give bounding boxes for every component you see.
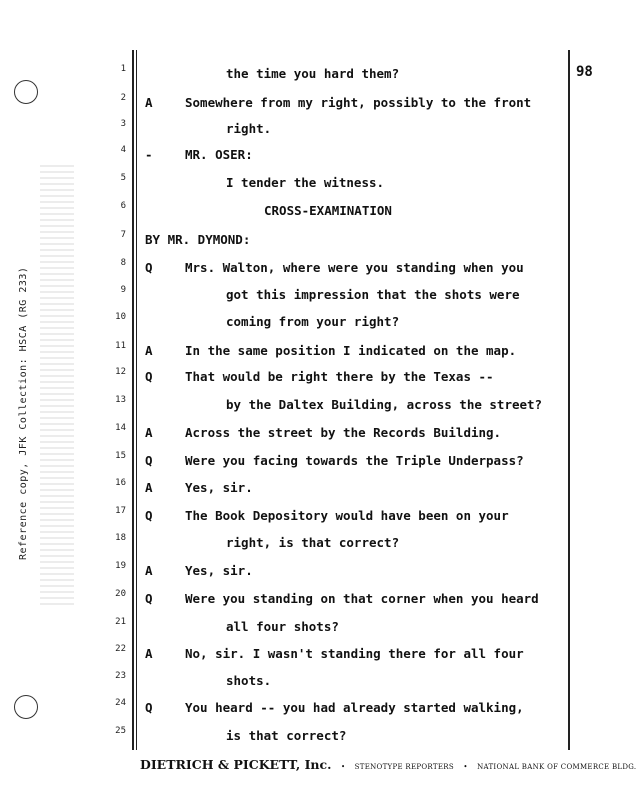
line-text: In the same position I indicated on the map. (185, 343, 517, 358)
side-note: Reference copy, JFK Collection: HSCA (RG 233) (18, 266, 29, 560)
speaker-tag: Q (145, 591, 153, 606)
line-text: Mrs. Walton, where were you standing when you (185, 260, 524, 275)
line-number: 10 (115, 312, 126, 322)
line-number: 21 (115, 617, 126, 627)
line-text: That would be right there by the Texas -- (185, 369, 494, 384)
line-number: 7 (120, 230, 126, 240)
line-number: 24 (115, 698, 126, 708)
speaker-tag: Q (145, 260, 153, 275)
line-text: right. (226, 121, 272, 136)
speaker-tag: A (145, 563, 153, 578)
binder-hole-top (14, 80, 38, 104)
line-text: shots. (226, 673, 272, 688)
speaker-tag: Q (145, 453, 153, 468)
line-number: 3 (120, 119, 126, 129)
footer-separator: • (340, 763, 346, 771)
footer-location: NATIONAL BANK OF COMMERCE BLDG. (477, 763, 636, 771)
line-number: 8 (120, 258, 126, 268)
line-number: 6 (120, 201, 126, 211)
line-text: Yes, sir. (185, 480, 253, 495)
line-text: got this impression that the shots were (226, 287, 520, 302)
reporter-footer (140, 757, 636, 772)
line-text: CROSS-EXAMINATION (264, 203, 392, 218)
line-number: 2 (120, 93, 126, 103)
line-number: 14 (115, 423, 126, 433)
line-text: You heard -- you had already started walking, (185, 700, 524, 715)
line-number: 23 (115, 671, 126, 681)
binder-hole-bottom (14, 695, 38, 719)
footer-firm: DIETRICH & PICKETT, Inc. (140, 757, 332, 772)
margin-rule-left (132, 50, 134, 750)
page-number: 98 (576, 64, 593, 80)
speaker-tag: A (145, 480, 153, 495)
line-number: 25 (115, 726, 126, 736)
line-text: I tender the witness. (226, 175, 385, 190)
line-text: the time you hard them? (226, 66, 400, 81)
line-number: 9 (120, 285, 126, 295)
line-number: 1 (120, 64, 126, 74)
line-text: Were you facing towards the Triple Underpass? (185, 453, 524, 468)
line-number: 5 (120, 173, 126, 183)
line-text: is that correct? (226, 728, 347, 743)
line-text: by the Daltex Building, across the street? (226, 397, 543, 412)
line-text: right, is that correct? (226, 535, 400, 550)
line-number: 22 (115, 644, 126, 654)
speaker-tag: Q (145, 508, 153, 523)
line-number: 17 (115, 506, 126, 516)
speaker-tag: A (145, 425, 153, 440)
speaker-tag: Q (145, 369, 153, 384)
line-text: No, sir. I wasn't standing there for all four (185, 646, 524, 661)
line-number: 11 (115, 341, 126, 351)
scan-artifact (40, 165, 74, 605)
footer-service: STENOTYPE REPORTERS (354, 763, 454, 771)
footer-separator: • (463, 763, 468, 771)
line-text: The Book Depository would have been on your (185, 508, 509, 523)
speaker-tag: - (145, 147, 153, 162)
margin-rule-left-inner (136, 50, 137, 750)
speaker-tag: Q (145, 700, 153, 715)
line-number: 20 (115, 589, 126, 599)
line-number: 13 (115, 395, 126, 405)
line-number: 4 (120, 145, 126, 155)
line-number: 12 (115, 367, 126, 377)
line-number: 15 (115, 451, 126, 461)
line-text: BY MR. DYMOND: (145, 232, 251, 247)
margin-rule-right (568, 50, 570, 750)
line-text: Were you standing on that corner when you heard (185, 591, 539, 606)
line-number: 18 (115, 533, 126, 543)
line-text: Somewhere from my right, possibly to the front (185, 95, 532, 110)
line-text: MR. OSER: (185, 147, 253, 162)
line-number: 16 (115, 478, 126, 488)
speaker-tag: A (145, 95, 153, 110)
line-text: Yes, sir. (185, 563, 253, 578)
line-text: coming from your right? (226, 314, 400, 329)
speaker-tag: A (145, 343, 153, 358)
line-text: all four shots? (226, 619, 339, 634)
speaker-tag: A (145, 646, 153, 661)
line-text: Across the street by the Records Building. (185, 425, 502, 440)
line-number: 19 (115, 561, 126, 571)
